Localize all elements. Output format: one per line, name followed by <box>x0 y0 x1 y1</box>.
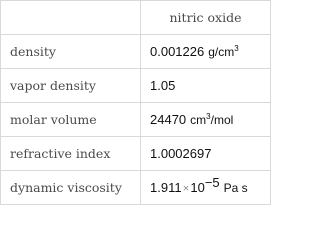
table-row <box>1 35 271 69</box>
viscosity-mantissa: 1.911 <box>150 179 182 195</box>
row-value-density <box>141 35 271 69</box>
row-value-molar-volume <box>141 103 271 137</box>
times-symbol: × <box>182 180 190 195</box>
density-value: 0.001226 <box>150 43 205 59</box>
row-label-molar-volume: molar volume <box>1 103 141 137</box>
row-label-refractive-index: refractive index <box>1 137 141 171</box>
row-label-dynamic-viscosity: dynamic viscosity <box>1 171 141 205</box>
viscosity-exponent: −5 <box>204 174 220 190</box>
density-unit-exponent: 3 <box>234 43 239 53</box>
molar-volume-unit-tail: /mol <box>210 112 234 127</box>
row-value-vapor-density <box>141 69 271 103</box>
row-value-refractive-index <box>141 137 271 171</box>
density-unit-base: g/cm <box>208 44 235 59</box>
molar-volume-value: 24470 <box>150 111 187 127</box>
row-value-dynamic-viscosity <box>141 171 271 205</box>
row-label-density: density <box>1 35 141 69</box>
molar-volume-unit <box>190 113 233 127</box>
table-header-row <box>1 1 271 35</box>
viscosity-base: 10 <box>190 179 205 195</box>
vapor-density-value: 1.05 <box>150 77 176 93</box>
row-label-vapor-density: vapor density <box>1 69 141 103</box>
table-row <box>1 69 271 103</box>
table-row <box>1 171 271 205</box>
molar-volume-unit-base: cm <box>190 112 207 127</box>
table-row <box>1 137 271 171</box>
column-header-nitric-oxide: nitric oxide <box>141 1 271 35</box>
corner-cell <box>1 1 141 35</box>
table-row <box>1 103 271 137</box>
viscosity-unit: Pa s <box>223 180 248 195</box>
refractive-index-value: 1.0002697 <box>150 145 212 161</box>
molar-volume-unit-exponent: 3 <box>206 111 211 121</box>
density-unit <box>208 45 238 59</box>
